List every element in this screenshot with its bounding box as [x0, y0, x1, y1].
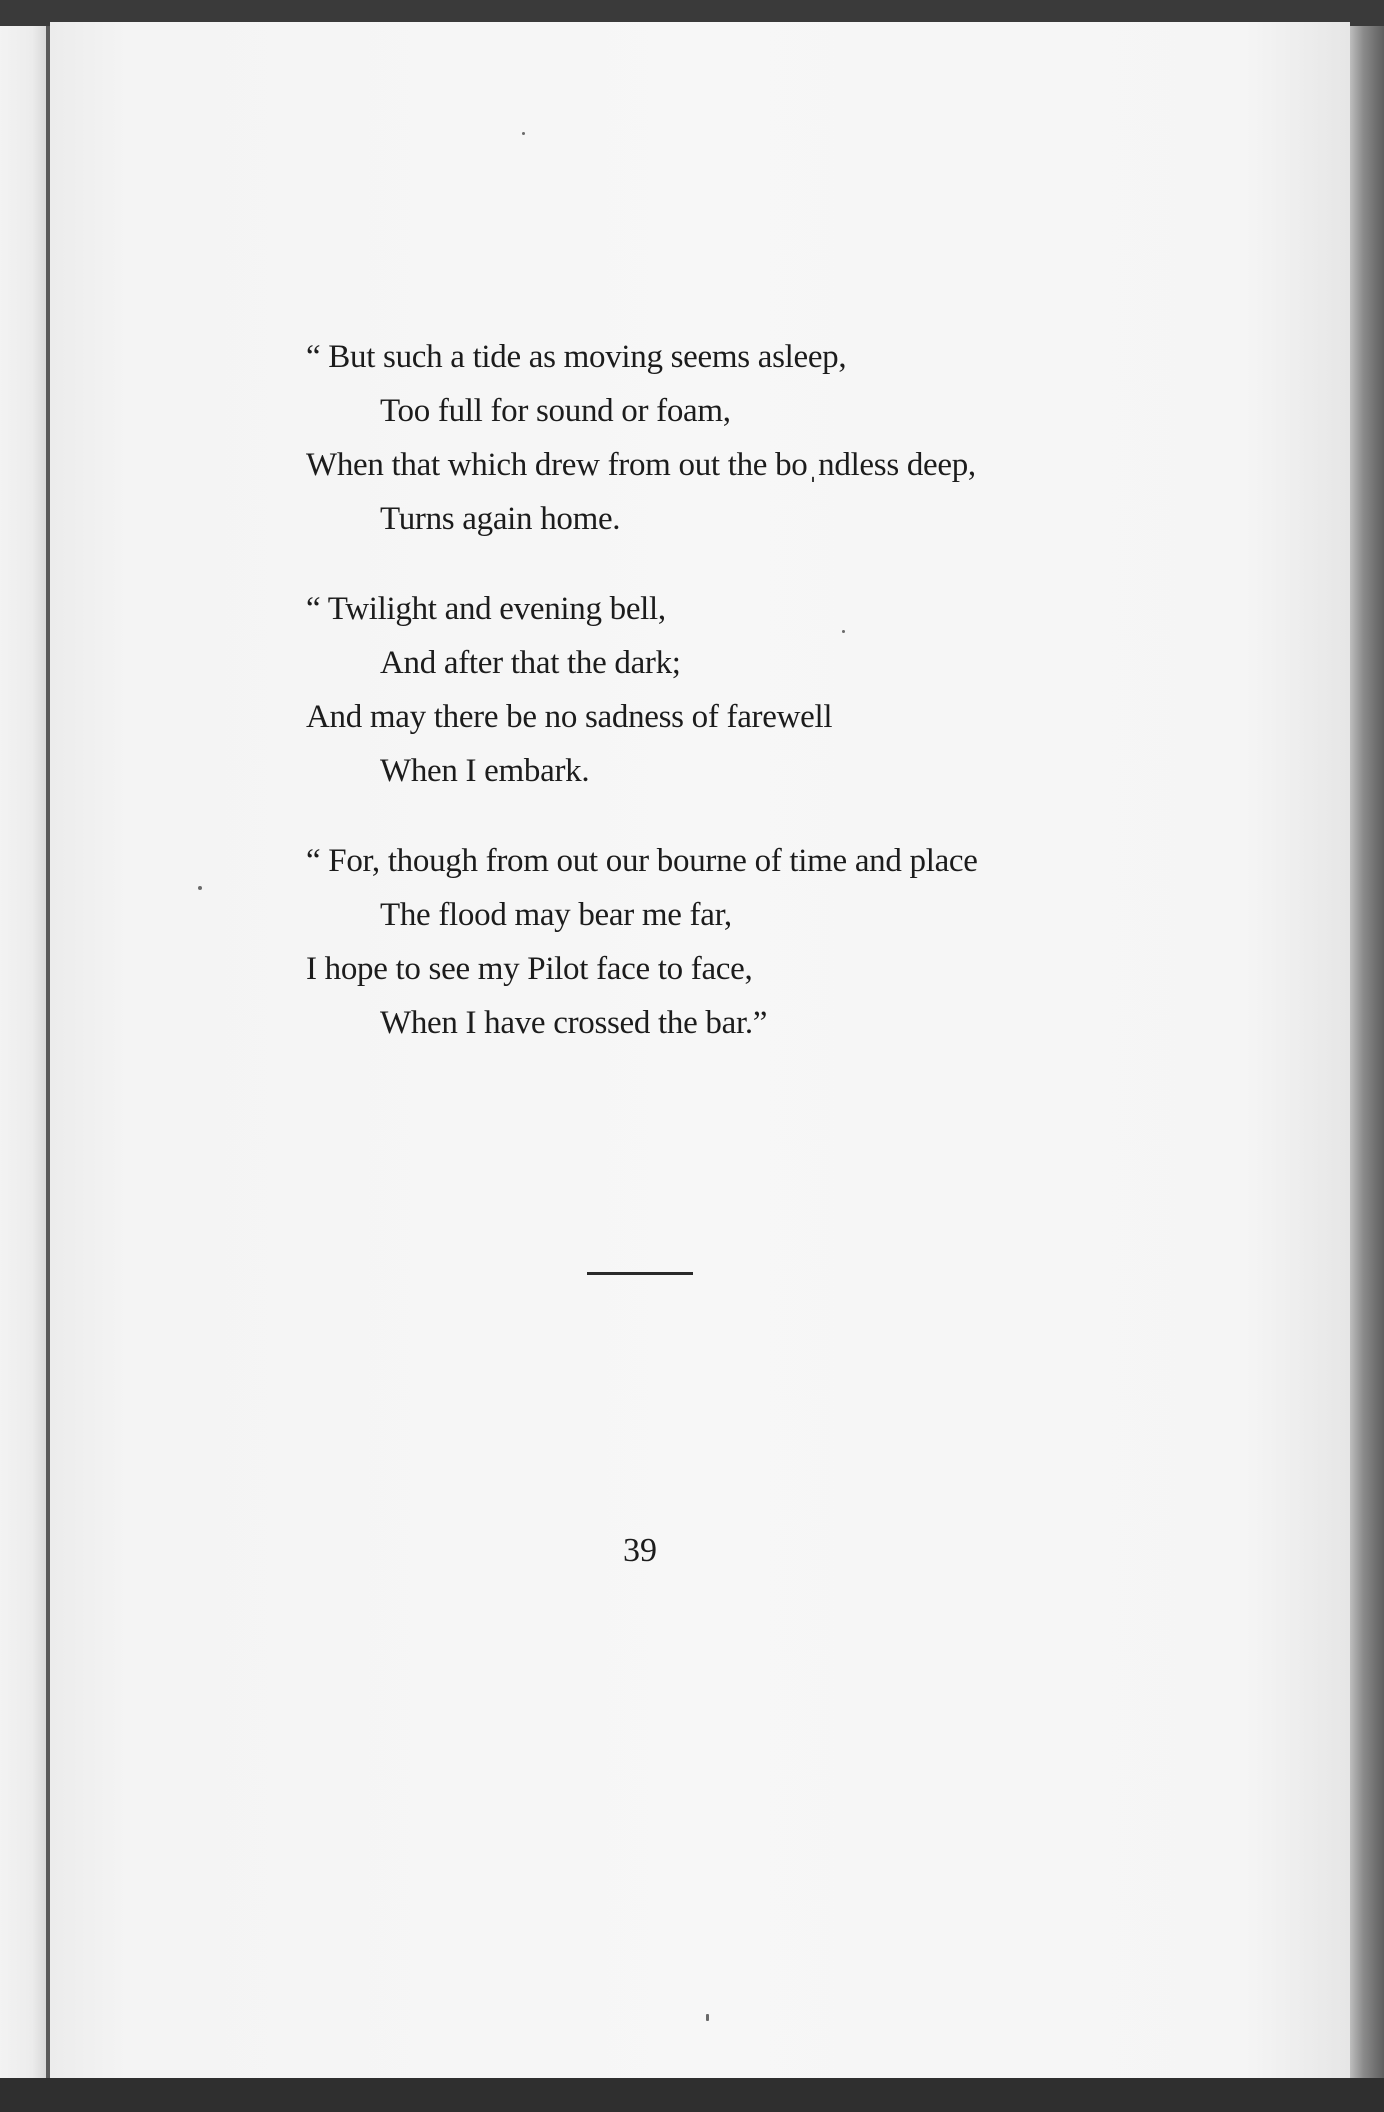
poem-line: “ Twilight and evening bell,	[306, 591, 666, 627]
poem-line: “ But such a tide as moving seems asleep,	[306, 339, 847, 375]
scanner-bottom-edge	[0, 2078, 1384, 2112]
poem-line: “ For, though from out our bourne of time and place	[306, 843, 978, 879]
poem-line: When I have crossed the bar.”	[380, 1005, 768, 1041]
poem-line: I hope to see my Pilot face to face,	[306, 951, 753, 987]
poem-line: The flood may bear me far,	[380, 897, 732, 933]
paper-speck	[706, 2014, 709, 2021]
poem-line: When I embark.	[380, 753, 590, 789]
poem-stanza-3	[306, 834, 1066, 1050]
paper-speck	[198, 886, 202, 890]
poem-line: When that which drew from out the boˌndless deep,	[306, 447, 976, 483]
paper-speck	[842, 630, 845, 633]
poem-stanza-2	[306, 582, 1066, 798]
poem-line: And may there be no sadness of farewell	[306, 699, 833, 735]
poem-stanza-1	[306, 330, 1066, 546]
page-number: 39	[623, 1532, 657, 1569]
poem-line: Too full for sound or foam,	[380, 393, 731, 429]
section-divider-rule	[587, 1272, 693, 1275]
poem-line: And after that the dark;	[380, 645, 681, 681]
poem-line: Turns again home.	[380, 501, 621, 537]
facing-page-edge	[0, 26, 46, 2078]
poem-text	[306, 330, 1066, 1086]
paper-speck	[522, 132, 525, 135]
page-right-shadow	[1350, 26, 1384, 2078]
